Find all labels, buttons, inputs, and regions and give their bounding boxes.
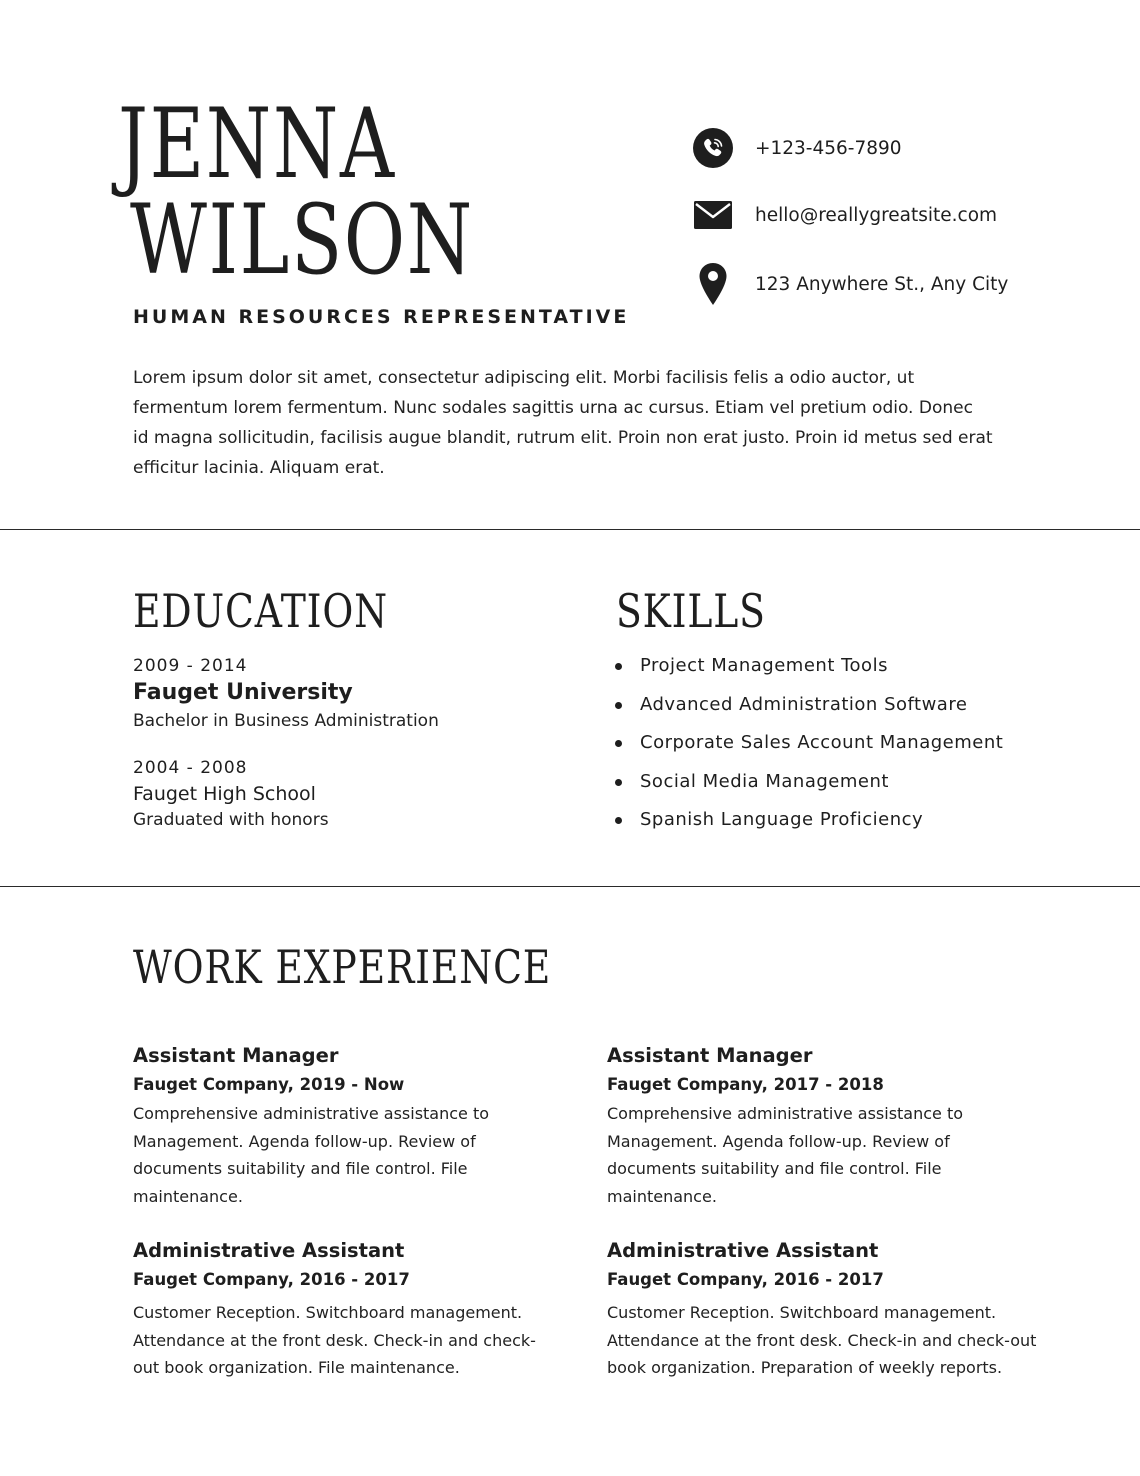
job-role: Administrative Assistant <box>133 1239 405 1262</box>
job-description: Customer Reception. Switchboard management. Attendance at the front desk. Check-in and check-out book organization. Preparation of weekly reports. <box>607 1303 1037 1377</box>
job-entry <box>133 1239 553 1382</box>
job-entry <box>133 1044 553 1210</box>
job-company: Fauget Company, 2016 - 2017 <box>133 1270 410 1289</box>
job-role: Administrative Assistant <box>607 1239 879 1262</box>
skill-label: Advanced Administration Software <box>640 693 968 715</box>
education-years: 2009 - 2014 <box>133 656 248 676</box>
job-title: HUMAN RESOURCES REPRESENTATIVE <box>133 306 630 328</box>
job-company: Fauget Company, 2019 - Now <box>133 1075 405 1094</box>
last-name: WILSON <box>130 184 474 296</box>
job-entry <box>607 1239 1037 1382</box>
skill-label: Corporate Sales Account Management <box>640 732 1004 753</box>
bullet-icon <box>615 817 622 824</box>
bullet-icon <box>615 663 622 670</box>
job-description: Comprehensive administrative assistance to Management. Agenda follow-up. Review of documents suitability and file control. File maintenance. <box>133 1104 490 1206</box>
skill-item <box>615 809 1003 848</box>
education-degree: Bachelor in Business Administration <box>133 711 439 731</box>
envelope-icon <box>693 195 733 235</box>
job-description: Customer Reception. Switchboard management. Attendance at the front desk. Check-in and check-out book organization. File maintenance. <box>133 1303 536 1377</box>
address-text: 123 Anywhere St., Any City <box>755 273 1009 295</box>
skill-item <box>615 694 1003 733</box>
skill-label: Social Media Management <box>640 770 889 792</box>
contact-phone <box>693 128 902 168</box>
work-experience-title: WORK EXPERIENCE <box>133 940 552 994</box>
skills-title: SKILLS <box>616 584 766 638</box>
skills-list <box>615 655 1003 848</box>
section-divider <box>0 529 1140 530</box>
job-description: Comprehensive administrative assistance to Management. Agenda follow-up. Review of documents suitability and file control. File maintenance. <box>607 1104 964 1206</box>
skill-item <box>615 655 1003 694</box>
bullet-icon <box>615 702 622 709</box>
education-school: Fauget University <box>133 680 353 705</box>
skill-item <box>615 732 1003 771</box>
education-school: Fauget High School <box>133 783 316 805</box>
map-pin-icon <box>693 262 733 306</box>
email-text[interactable]: hello@reallygreatsite.com <box>755 204 998 226</box>
skill-item <box>615 771 1003 810</box>
education-entry <box>133 656 439 731</box>
phone-icon <box>693 128 733 168</box>
job-entry <box>607 1044 1027 1210</box>
job-role: Assistant Manager <box>133 1044 339 1067</box>
education-years: 2004 - 2008 <box>133 758 248 778</box>
bullet-icon <box>615 740 622 747</box>
job-company: Fauget Company, 2017 - 2018 <box>607 1075 884 1094</box>
profile-summary: Lorem ipsum dolor sit amet, consectetur adipiscing elit. Morbi facilisis felis a odio auctor, ut fermentum lorem fermentum. Nunc sodales sagittis urna ac cursus. Etiam vel pretium odio. Donec id magna sollicitudin, facilisis augue blandit, rutrum elit. Proin non erat justo. Proin id metus sed erat efficitur lacinia. Aliquam erat. <box>133 368 993 478</box>
first-name: JENNA <box>118 88 396 200</box>
bullet-icon <box>615 779 622 786</box>
job-role: Assistant Manager <box>607 1044 813 1067</box>
contact-address <box>693 262 1008 306</box>
skill-label: Project Management Tools <box>640 655 888 676</box>
skill-label: Spanish Language Proficiency <box>640 809 924 830</box>
education-degree: Graduated with honors <box>133 810 329 830</box>
job-company: Fauget Company, 2016 - 2017 <box>607 1270 884 1289</box>
education-title: EDUCATION <box>133 584 388 638</box>
contact-email <box>693 195 997 235</box>
section-divider <box>0 886 1140 887</box>
education-entry <box>133 758 329 830</box>
phone-text[interactable]: +123-456-7890 <box>755 137 902 159</box>
